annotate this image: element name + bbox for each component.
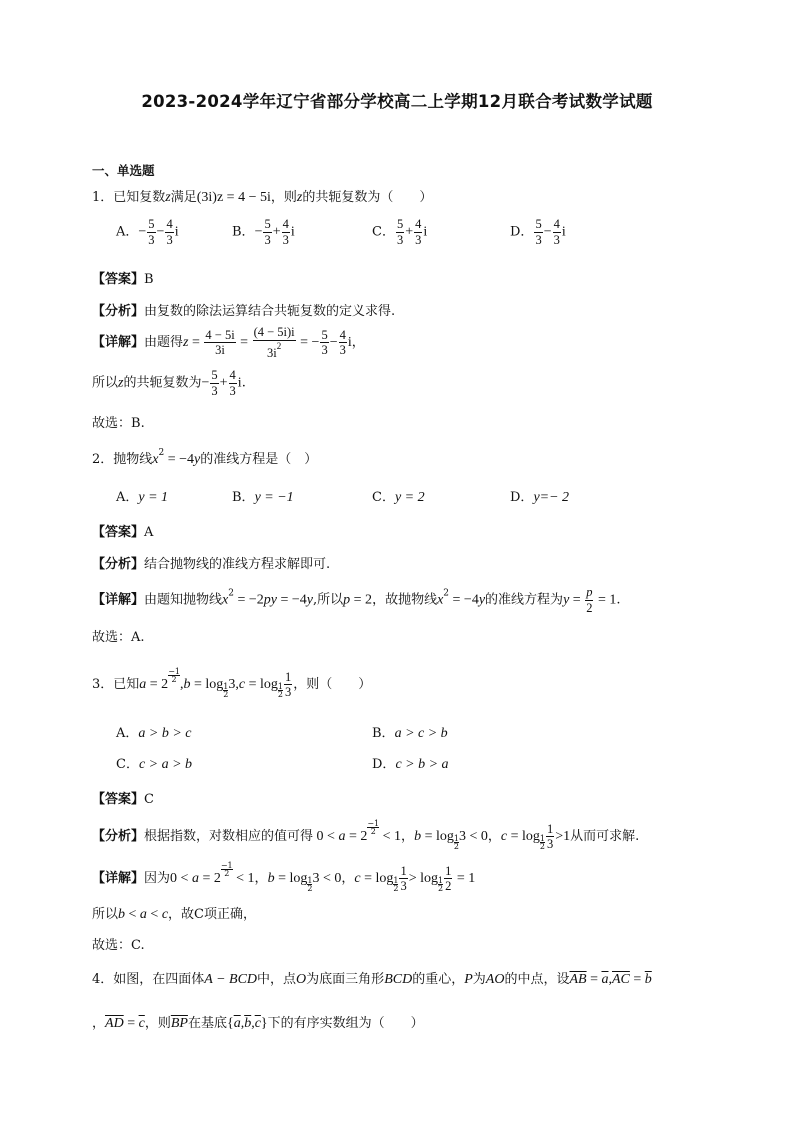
q2-option-a: A．y = 1 [116,490,169,505]
q2-option-d: D．y=− 2 [510,490,570,505]
q1-analysis: 【分析】由复数的除法运算结合共轭复数的定义求得. [92,304,396,319]
q1-choose: 故选：B. [92,416,145,431]
q2-detail: 【详解】由题知抛物线$x^2 = -2py = -4y$,所以p = 2，故抛物线$x^2 = -4y$的准线方程为y = $\frac{p}{2}$ = 1. [92,585,621,615]
q3-choose: 故选：C. [92,938,145,953]
question-3: 3．已知a = 2 $\frac{-1}{2}$ ,b = log $\frac{1}{2}$ 3,c = log $\frac{1}{2}$ $\frac{1}{3}$ ，则（ ） [92,667,372,700]
q3-conclusion: 所以b < a < c，故C项正确， [92,907,256,922]
question-4-line-2: ，$\overline{AD} = \overline{c}$，则$\overline{BP}$在基底$\{\overline{a},\overline{b},\overline{c}\}$下的有序实数组为（ ） [92,1016,424,1031]
q1-option-a: A．− $\frac{5}{3}$ − $\frac{4}{3}$ i [116,217,179,247]
q3-option-c: C．c > a > b [116,757,193,772]
q2-analysis: 【分析】结合抛物线的准线方程求解即可. [92,557,331,572]
q1-option-b: B．− $\frac{5}{3}$ + $\frac{4}{3}$ i [232,217,295,247]
q3-answer: 【答案】C [92,792,154,807]
question-2: 2．抛物线$x^2 = -4y$的准线方程是（ ） [92,448,318,467]
q1-option-c: C． $\frac{5}{3}$ + $\frac{4}{3}$ i [372,217,428,247]
q1-conjugate: 所以z的共轭复数为− $\frac{5}{3}$ + $\frac{4}{3}$ i. [92,368,246,398]
q3-option-d: D．c > b > a [372,757,449,772]
q3-option-a: A．a > b > c [116,726,192,741]
q3-option-b: B．a > c > b [372,726,448,741]
section-heading: 一、单选题 [92,163,155,178]
q1-option-d: D． $\frac{5}{3}$ − $\frac{4}{3}$ i [510,217,566,247]
q2-option-b: B．y = −1 [232,490,294,505]
q3-analysis: 【分析】根据指数，对数相应的值可得 0 < a = 2 $\frac{-1}{2}$ < 1，b = log $\frac{1}{2}$ 3 < 0，c = log $\frac{1}{2}$ $\frac{1}{3}$ >1从而可求解. [92,819,640,852]
q1-answer: 【答案】B [92,272,154,287]
q2-option-c: C．y = 2 [372,490,425,505]
q1-detail: 【详解】由题得z = $\frac{4 - 5i}{3i}$ = $\frac{(4 - 5i)i}{3i^2}$ = − $\frac{5}{3}$ − $\frac{4}{3}$ i， [92,325,365,360]
question-1: 1．已知复数z满足(3i)z = 4 − 5i，则z的共轭复数为（ ） [92,190,433,205]
question-4: 4．如图，在四面体A − BCD中，点O为底面三角形BCD的重心，P为AO的中点，设$\overline{AB} = \overline{a},\overline{AC} = \overline{b}$ [92,972,652,987]
q3-detail: 【详解】因为0 < a = 2 $\frac{-1}{2}$ < 1，b = log $\frac{1}{2}$ 3 < 0，c = log $\frac{1}{2}$ $\frac{1}{3}$ > log $\frac{1}{2}$ $\frac{1}{2}$ = 1 [92,861,476,894]
page-title: 2023-2024学年辽宁省部分学校高二上学期12月联合考试数学试题 [141,92,653,111]
q2-choose: 故选：A. [92,630,145,645]
q2-answer: 【答案】A [92,525,154,540]
